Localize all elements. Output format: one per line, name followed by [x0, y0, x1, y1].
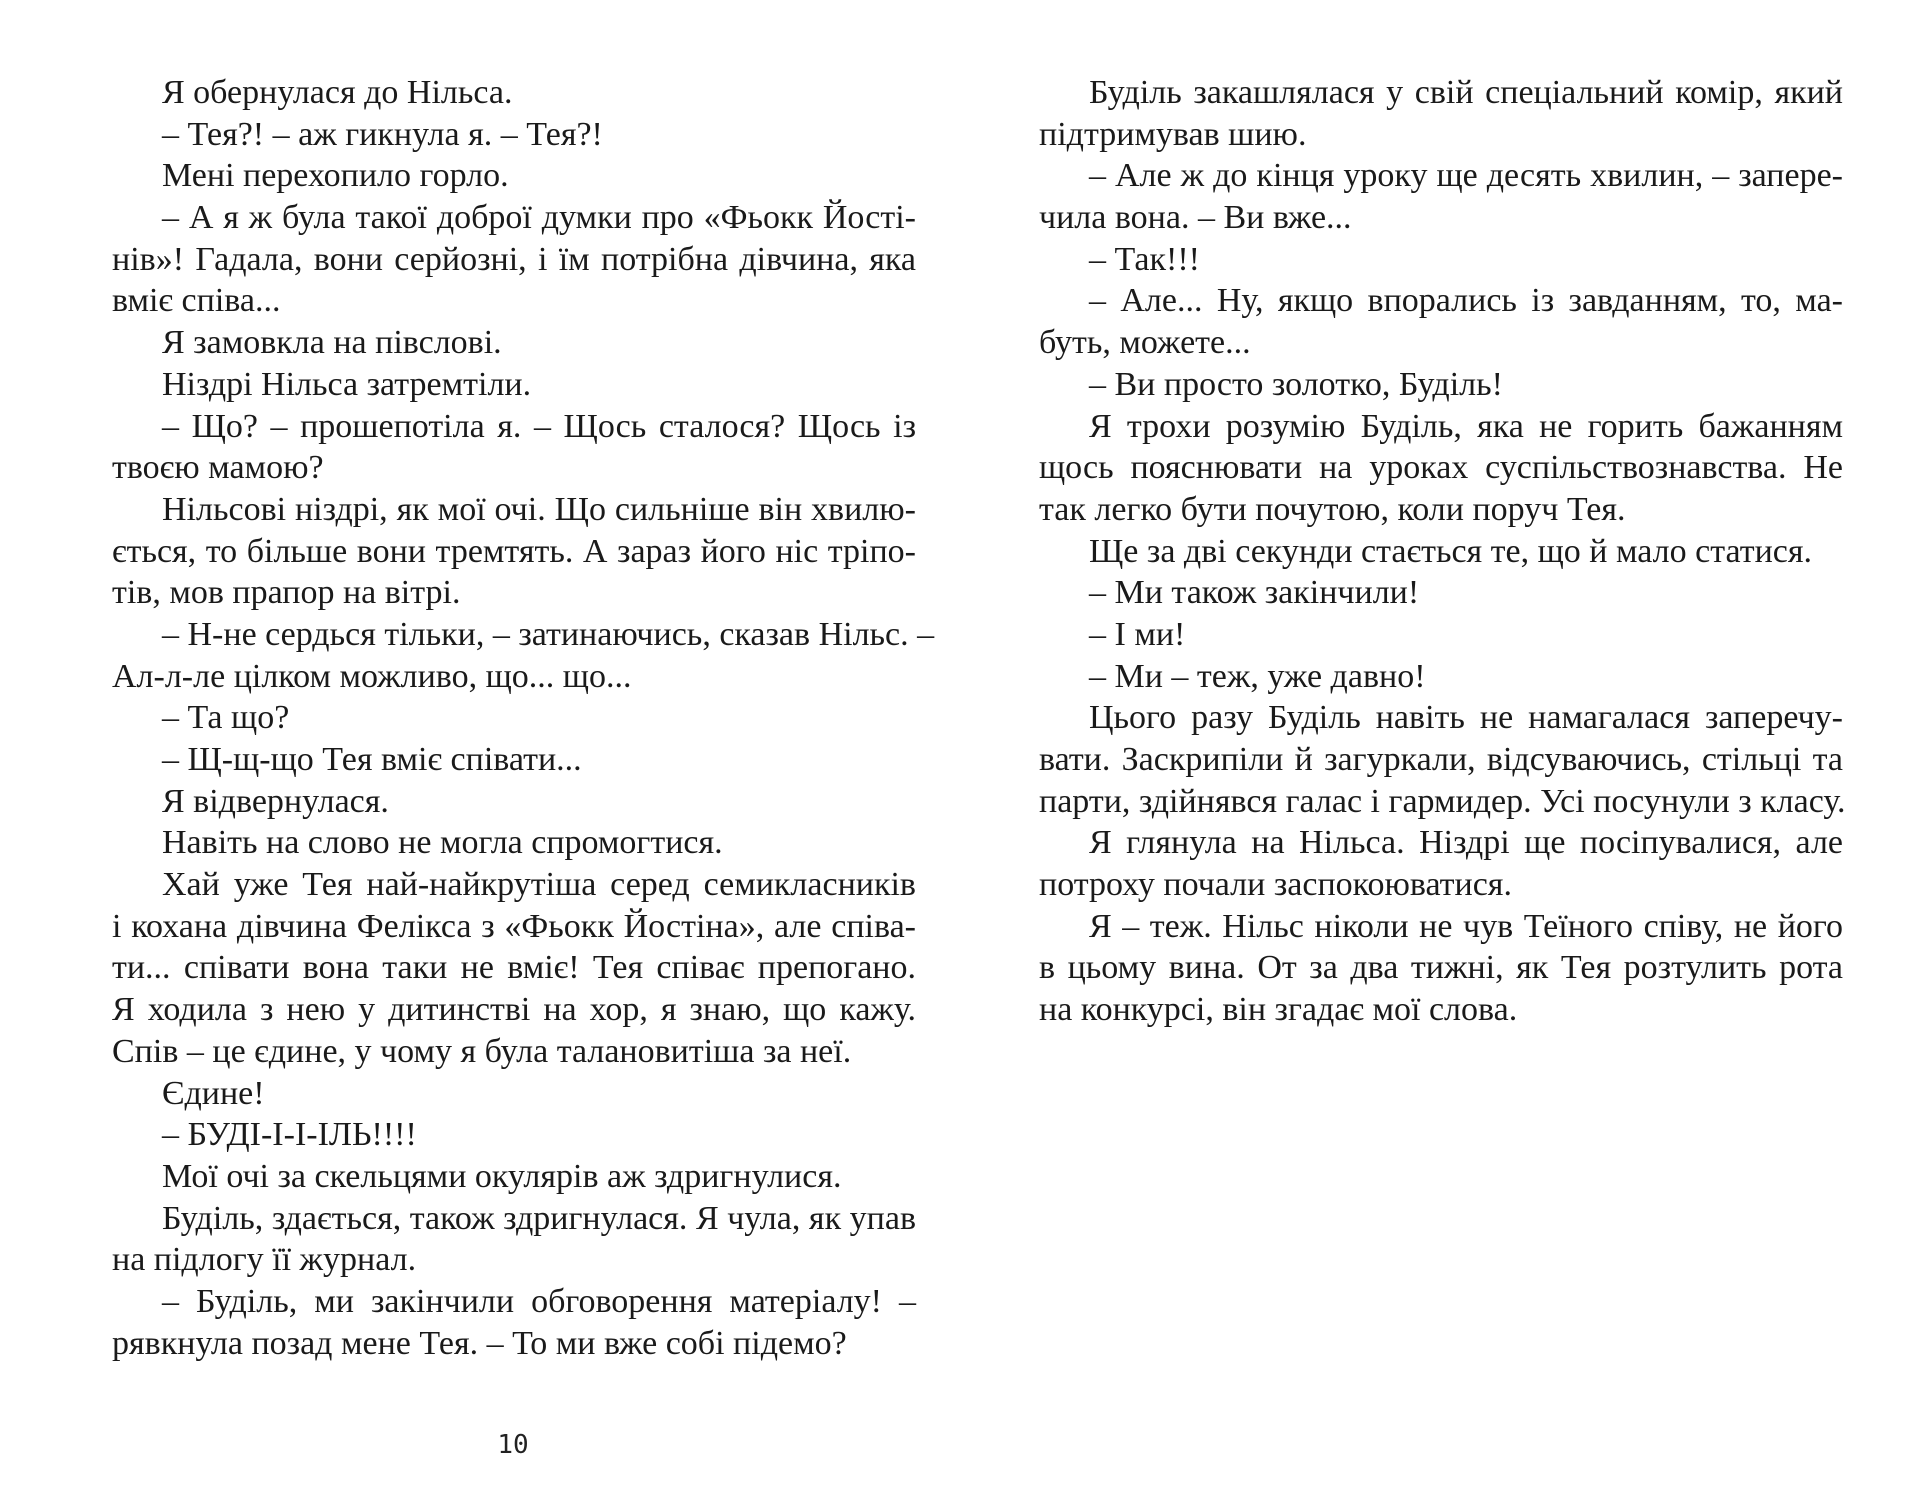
text-line: підтримував шию. [1039, 115, 1307, 153]
paragraph [112, 72, 916, 114]
text-line: Ніздрі Нільса затремтіли. [162, 365, 532, 403]
text-line: буть, можете... [1039, 324, 1251, 362]
paragraph [112, 1073, 916, 1115]
text-line: нів»! Гадала, вони серйозні, і їм потрібна дівчина, яка [112, 240, 916, 278]
paragraph [1039, 697, 1846, 822]
text-line: Я відвернулася. [162, 782, 389, 820]
paragraph [1039, 155, 1843, 238]
right-page-text [1039, 72, 1846, 1031]
text-line: Мені перехопило горло. [162, 157, 509, 195]
text-line: тів, мов прапор на вітрі. [112, 574, 461, 612]
text-line: на конкурсі, він згадає мої слова. [1039, 991, 1518, 1029]
text-line: Я ходила з нею у дитинстві на хор, я знаю, що кажу. [112, 991, 916, 1029]
text-line: Спів – це єдине, у чому я була талановитіша за неї. [112, 1032, 852, 1070]
text-line: Я – теж. Нільс ніколи не чув Теїного співу, не його [1089, 907, 1843, 945]
paragraph [112, 739, 916, 781]
text-line: чила вона. – Ви вже... [1039, 199, 1352, 237]
text-line: вати. Заскрипіли й загуркали, відсуваючись, стільці та [1039, 741, 1843, 778]
paragraph [112, 1281, 916, 1364]
paragraph [1039, 822, 1843, 905]
text-line: – Ви просто золотко, Буділь! [1089, 365, 1503, 403]
text-line: – Але... Ну, якщо впорались із завданням, то, ма- [1089, 282, 1843, 320]
paragraph [112, 197, 916, 322]
paragraph [112, 822, 916, 864]
text-line: і кохана дівчина Фелікса з «Фьокк Йостіна», але співа- [112, 907, 916, 945]
text-line: потроху почали заспокоюватися. [1039, 866, 1512, 904]
text-line: – Ми також закінчили! [1089, 574, 1420, 612]
text-line: на підлогу її журнал. [112, 1241, 417, 1279]
paragraph [112, 864, 916, 1072]
text-line: Цього разу Буділь навіть не намагалася заперечу- [1089, 699, 1843, 737]
text-line: – Ми – теж, уже давно! [1089, 657, 1426, 695]
text-line: – Тея?! – аж гикнула я. – Тея?! [162, 115, 603, 153]
text-line: – Та що? [162, 699, 290, 737]
paragraph [112, 1198, 916, 1281]
text-line: Мої очі за скельцями окулярів аж здригнулися. [162, 1157, 842, 1195]
paragraph [112, 1156, 916, 1198]
paragraph [1039, 614, 1843, 656]
text-line: – А я ж була такої доброї думки про «Фьокк Йості- [162, 199, 916, 237]
text-line: – Н-не сердься тільки, – затинаючись, сказав Нільс. – [162, 615, 935, 653]
text-line: – Що? – прошепотіла я. – Щось сталося? Щось із [162, 407, 916, 445]
text-line: Я трохи розумію Буділь, яка не горить бажанням [1089, 407, 1843, 445]
paragraph [1039, 906, 1843, 1031]
text-line: щось пояснювати на уроках суспільствознавства. Не [1039, 449, 1843, 487]
paragraph [1039, 72, 1843, 155]
paragraph [1039, 364, 1843, 406]
page-number: 10 [497, 1430, 529, 1460]
paragraph [112, 406, 916, 489]
text-line: – БУДІ-І-І-ІЛЬ!!!! [162, 1116, 417, 1154]
text-line: – Буділь, ми закінчили обговорення матеріалу! – [162, 1282, 916, 1320]
text-line: Буділь закашлялася у свій спеціальний комір, який [1089, 74, 1843, 111]
text-line: – Щ-щ-що Тея вміє співати... [162, 741, 582, 778]
text-line: Єдине! [162, 1074, 265, 1112]
paragraph [112, 364, 916, 406]
paragraph [112, 114, 916, 156]
text-line: ти... співати вона таки не вміє! Тея співає препогано. [112, 949, 916, 987]
text-line: ється, то більше вони тремтять. А зараз його ніс тріпо- [112, 532, 916, 570]
text-line: твоєю мамою? [112, 449, 324, 487]
text-line: парти, здійнявся галас і гармидер. Усі посунули з класу. [1039, 782, 1846, 820]
text-line: Буділь, здається, також здригнулася. Я чула, як упав [162, 1199, 916, 1237]
paragraph [1039, 572, 1843, 614]
paragraph [1039, 280, 1843, 363]
text-line: Ще за дві секунди стається те, що й мало статися. [1089, 532, 1812, 570]
left-page-text [112, 72, 935, 1364]
paragraph [1039, 656, 1843, 698]
text-line: – Так!!! [1089, 240, 1200, 278]
text-line: Я замовкла на півслові. [162, 324, 502, 362]
paragraph [1039, 406, 1843, 531]
paragraph [112, 1114, 916, 1156]
paragraph [112, 697, 916, 739]
text-line: Я обернулася до Нільса. [162, 74, 513, 111]
paragraph [112, 489, 916, 614]
paragraph [112, 614, 935, 697]
text-line: – І ми! [1089, 615, 1186, 653]
text-line: Нільсові ніздрі, як мої очі. Що сильніше він хвилю- [162, 490, 916, 528]
paragraph [112, 155, 916, 197]
text-line: Навіть на слово не могла спромогтися. [162, 824, 723, 862]
paragraph [1039, 239, 1843, 281]
paragraph [112, 322, 916, 364]
text-line: в цьому вина. От за два тижні, як Тея розтулить рота [1039, 949, 1843, 987]
text-line: Я глянула на Нільса. Ніздрі ще посіпувалися, але [1089, 824, 1843, 862]
text-line: – Але ж до кінця уроку ще десять хвилин, – запере- [1089, 157, 1843, 195]
paragraph [112, 781, 916, 823]
text-line: рявкнула позад мене Тея. – То ми вже собі підемо? [112, 1324, 847, 1362]
text-line: так легко бути почутою, коли поруч Тея. [1039, 490, 1626, 528]
text-line: Ал-л-ле цілком можливо, що... що... [112, 657, 632, 695]
text-line: Хай уже Тея най-найкрутіша серед семикласників [162, 866, 916, 904]
paragraph [1039, 531, 1843, 573]
text-line: вміє співа... [112, 282, 281, 320]
